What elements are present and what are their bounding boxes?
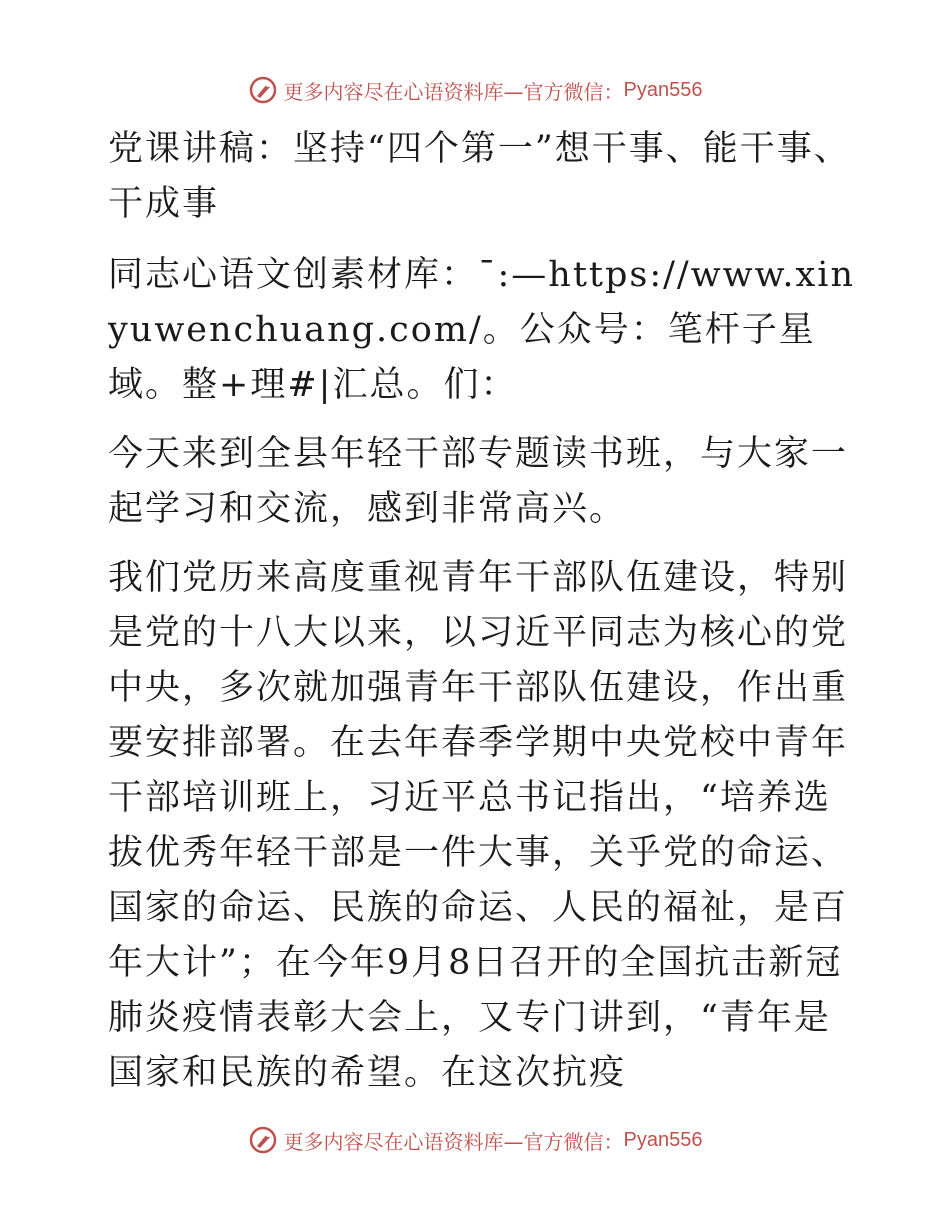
- watermark-text: 更多内容尽在心语资料库—官方微信：: [283, 79, 624, 104]
- document-body: [98, 122, 858, 1115]
- watermark-banner-top: [0, 70, 950, 110]
- watermark-banner-bottom: [0, 1120, 950, 1160]
- source-line: 同志心语文创素材库：¯:—https://www.xinyuwenchuang.com/。公众号：笔杆子星域。整+理#|汇总。们：: [108, 255, 856, 405]
- paragraph-2: 我们党历来高度重视青年干部队伍建设，特别是党的十八大以来，以习近平同志为核心的党中央，多次就加强青年干部队伍建设，作出重要安排部署。在去年春季学期中央党校中青年干部培训班上，习近平总书记指出，“培养选拔优秀年轻干部是一件大事，关乎党的命运、国家的命运、民族的命运、人民的福祉，是百年大计”；在今年9月8日召开的全国抗击新冠肺炎疫情表彰大会上，又专门讲到，“青年是国家和民族的希望。在这次抗疫: [108, 558, 849, 1093]
- document-title: 党课讲稿：坚持“四个第一”想干事、能干事、干成事: [108, 129, 851, 224]
- watermark-text: 更多内容尽在心语资料库—官方微信：: [283, 1129, 624, 1154]
- pen-nib-logo-icon: [248, 1125, 278, 1155]
- watermark-wechat-id: Pyan556: [623, 78, 703, 101]
- paragraph-1: 今天来到全县年轻干部专题读书班，与大家一起学习和交流，感到非常高兴。: [108, 434, 849, 529]
- pen-nib-logo-icon: [248, 75, 278, 105]
- watermark-wechat-id: Pyan556: [623, 1128, 703, 1151]
